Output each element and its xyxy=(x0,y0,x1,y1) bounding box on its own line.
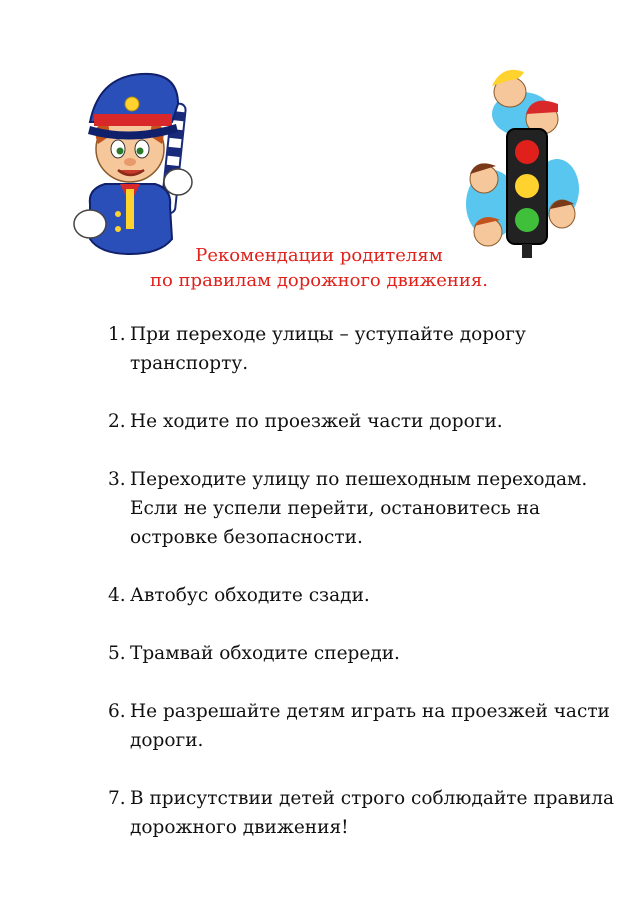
rule-text: Переходите улицу по пешеходным переходам. Если не успели перейти, остановитесь на островке безопасности. xyxy=(130,469,588,548)
children-traffic-light-illustration xyxy=(462,64,582,259)
rule-number: 7. xyxy=(108,788,126,809)
rule-text: Трамвай обходите спереди. xyxy=(130,643,400,664)
rule-text: Не ходите по проезжей части дороги. xyxy=(130,411,503,432)
rule-number: 3. xyxy=(108,469,126,490)
list-item xyxy=(108,697,618,755)
rules-list xyxy=(108,320,618,871)
rule-number: 5. xyxy=(108,643,126,664)
list-item xyxy=(108,581,618,610)
list-item xyxy=(108,639,618,668)
page-title-line2: по правилам дорожного движения. xyxy=(150,270,488,291)
list-item xyxy=(108,320,618,378)
page-title-line1: Рекомендации родителям xyxy=(195,245,443,266)
rule-text: Не разрешайте детям играть на проезжей части дороги. xyxy=(130,701,610,751)
rule-text: В присутствии детей строго соблюдайте правила дорожного движения! xyxy=(130,788,615,838)
rule-number: 2. xyxy=(108,411,126,432)
rule-number: 1. xyxy=(108,324,126,345)
list-item xyxy=(108,465,618,552)
rule-text: Автобус обходите сзади. xyxy=(130,585,370,606)
rule-text: При переходе улицы – уступайте дорогу транспорту. xyxy=(130,324,526,374)
rule-number: 6. xyxy=(108,701,126,722)
list-item xyxy=(108,407,618,436)
rule-number: 4. xyxy=(108,585,126,606)
list-item xyxy=(108,784,618,842)
traffic-officer-illustration xyxy=(60,64,210,259)
